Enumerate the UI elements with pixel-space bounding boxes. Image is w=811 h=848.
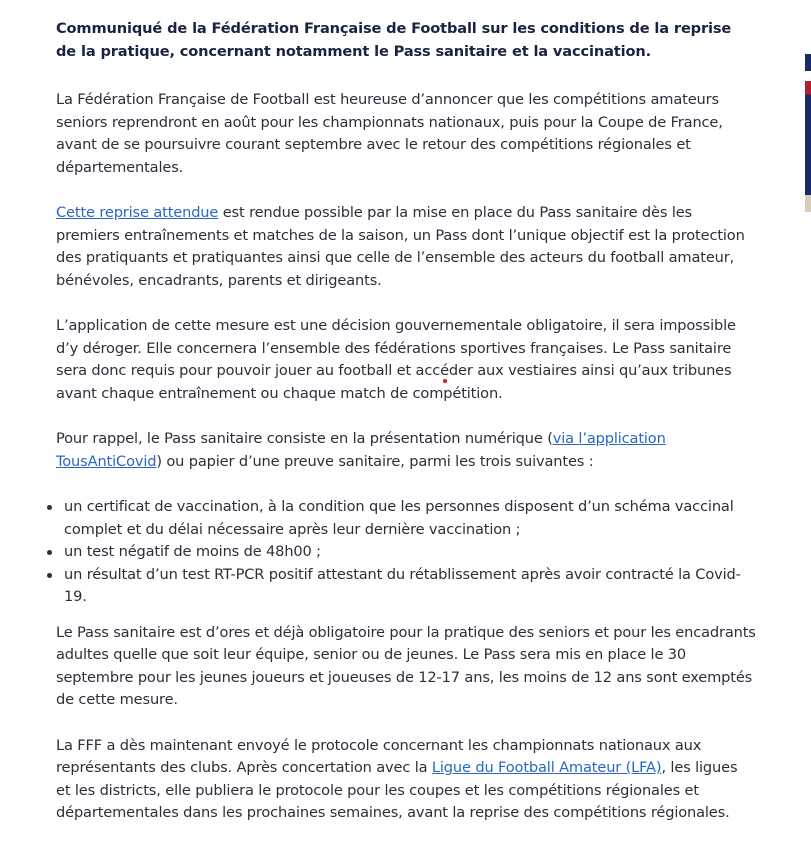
list-item-vaccination: un certificat de vaccination, à la condition que les personnes disposent d’un schéma vaccinal complet et du délai nécessaire après leur dernière vaccination ; xyxy=(47,496,756,541)
paragraph-government-measure: L’application de cette mesure est une décision gouvernementale obligatoire, il sera impossible d’y déroger. Elle concernera l’ensemble des fédérations sportives françaises. Le Pass sanitaire sera donc requis pour pouvoir jouer au football et accéder aux vestiaires ainsi qu’aux tribunes avant chaque entraînement ou chaque match de compétition. xyxy=(56,317,736,402)
paragraph-pass-reminder-before: Pour rappel, le Pass sanitaire consiste en la présentation numérique ( xyxy=(56,430,553,447)
paragraph-pass-introduction-text: est rendue possible par la mise en place du Pass sanitaire dès les premiers entraînements et matches de la saison, un Pass dont l’unique objectif est la protection des pratiquants et pratiquantes ainsi que celle de l’ensemble des acteurs du football amateur, bénévoles, encadrants, parents et dirigeants. xyxy=(56,204,745,289)
link-lfa[interactable]: Ligue du Football Amateur (LFA) xyxy=(431,759,662,776)
sanitary-proof-list xyxy=(47,496,756,609)
paragraph-protocol-after: , les ligues et les districts, elle publiera le protocole pour les coupes et les compétitions régionales et départementales dans les prochaines semaines, avant la reprise des compétitions régionales. xyxy=(56,759,738,821)
article-body xyxy=(56,18,756,848)
link-tousanticovid[interactable]: via l’application TousAntiCovid xyxy=(56,430,666,470)
paragraph-pass-reminder xyxy=(56,428,756,473)
list-item-positive-pcr: un résultat d’un test RT-PCR positif attestant du rétablissement après avoir contracté la Covid-19. xyxy=(47,564,756,609)
paragraph-pass-reminder-after: ) ou papier d’une preuve sanitaire, parmi les trois suivantes : xyxy=(156,452,594,470)
paragraph-season-resumption: La Fédération Française de Football est heureuse d’annoncer que les compétitions amateurs seniors reprendront en août pour les championnats nationaux, puis pour la Coupe de France, avant de se poursuivre courant septembre avec le retour des compétitions régionales et départementales. xyxy=(56,91,723,176)
paragraph-protocol-before: La FFF a dès maintenant envoyé le protocole concernant les championnats nationaux aux représentants des clubs. Après concertation avec la xyxy=(56,736,702,776)
paragraph-pass-obligation: Le Pass sanitaire est d’ores et déjà obligatoire pour la pratique des seniors et pour les encadrants adultes quelle que soit leur équipe, senior ou de jeunes. Le Pass sera mis en place le 30 septembre pour les jeunes joueurs et joueuses de 12-17 ans, les moins de 12 ans sont exemptés de cette mesure. xyxy=(56,623,756,708)
sidebar-banner-edge xyxy=(805,44,811,212)
paragraph-pass-introduction xyxy=(56,202,756,292)
paragraph-protocol xyxy=(56,735,756,825)
article-lead: Communiqué de la Fédération Française de Football sur les conditions de la reprise de la pratique, concernant notamment le Pass sanitaire et la vaccination. xyxy=(56,20,732,60)
red-dot-marker xyxy=(443,379,447,383)
link-reprise-attendue[interactable]: Cette reprise attendue xyxy=(56,204,219,221)
list-item-negative-test: un test négatif de moins de 48h00 ; xyxy=(47,541,756,564)
